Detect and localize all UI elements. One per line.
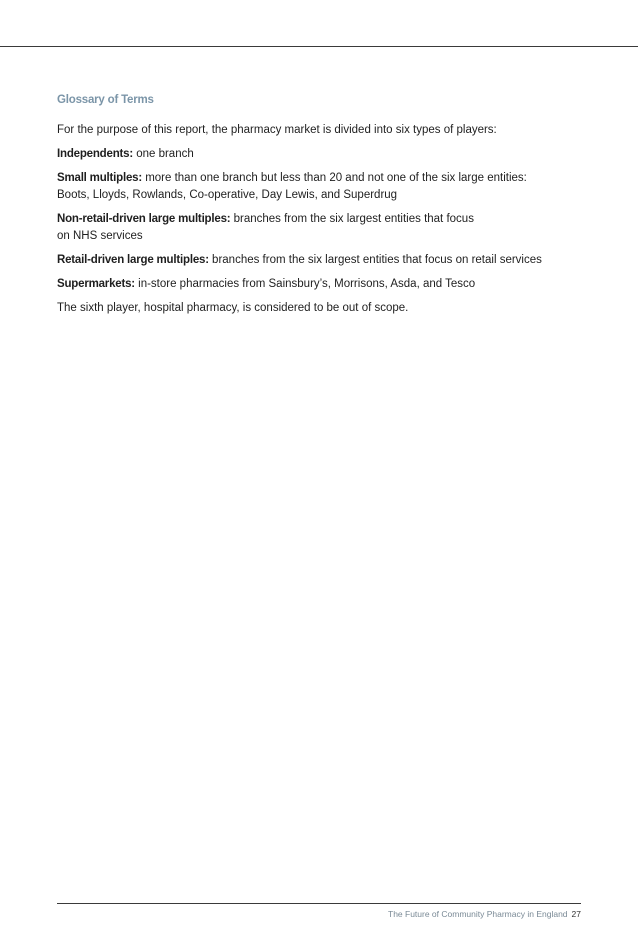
- glossary-definition: branches from the six largest entities that focus on retail services: [208, 254, 542, 266]
- glossary-term: Independents:: [57, 148, 133, 160]
- glossary-section: [57, 93, 597, 324]
- glossary-definition-continuation: Boots, Lloyds, Rowlands, Co-operative, Day Lewis, and Superdrug: [57, 189, 398, 201]
- glossary-entry-retail-large-multiples: [57, 252, 597, 269]
- glossary-definition: more than one branch but less than 20 and not one of the six large entities:: [142, 172, 527, 184]
- footer-rule: [57, 903, 581, 904]
- section-heading: Glossary of Terms: [57, 94, 154, 106]
- glossary-definition: one branch: [133, 148, 194, 160]
- page-footer: [388, 908, 581, 920]
- glossary-intro: For the purpose of this report, the pharmacy market is divided into six types of players:: [57, 124, 497, 136]
- page-number: 27: [571, 909, 581, 919]
- glossary-entry-independents: [57, 146, 597, 163]
- glossary-entry-small-multiples: [57, 170, 597, 204]
- glossary-entry-non-retail-large-multiples: [57, 211, 597, 245]
- glossary-term: Retail-driven large multiples:: [57, 254, 209, 266]
- glossary-term: Small multiples:: [57, 172, 142, 184]
- footer-title: The Future of Community Pharmacy in England: [388, 909, 568, 919]
- glossary-definition: in-store pharmacies from Sainsbury’s, Morrisons, Asda, and Tesco: [134, 278, 476, 290]
- glossary-entry-supermarkets: [57, 276, 597, 293]
- glossary-term: Non-retail-driven large multiples:: [57, 213, 231, 225]
- header-rule: [0, 46, 638, 47]
- glossary-definition-continuation: on NHS services: [57, 230, 143, 242]
- glossary-definition: branches from the six largest entities that focus: [230, 213, 474, 225]
- glossary-term: Supermarkets:: [57, 278, 135, 290]
- glossary-closing: The sixth player, hospital pharmacy, is considered to be out of scope.: [57, 302, 409, 314]
